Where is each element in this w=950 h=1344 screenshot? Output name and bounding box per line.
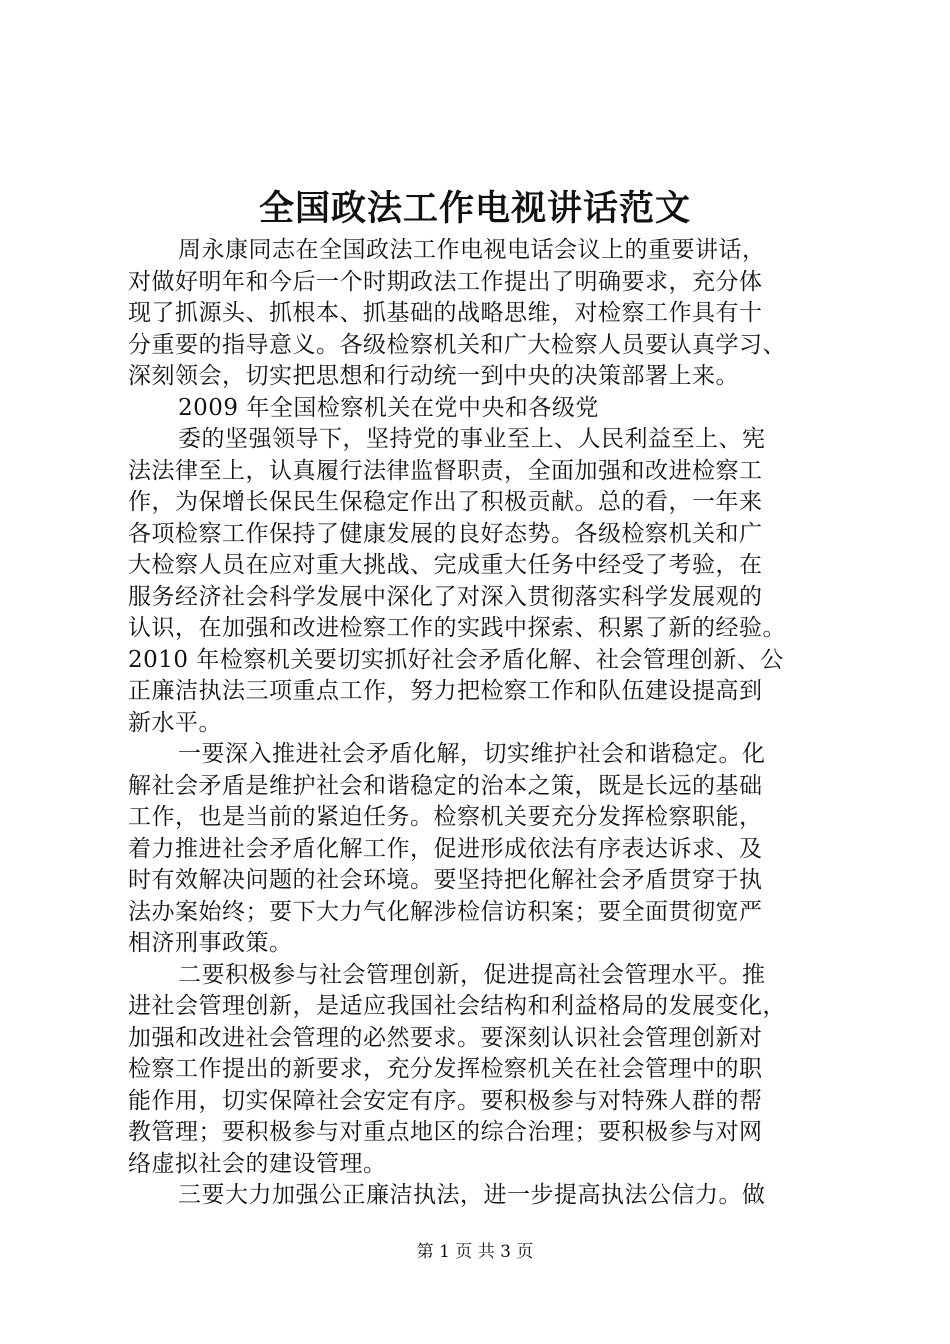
text-line: 解社会矛盾是维护社会和谐稳定的治本之策，既是长远的基础 xyxy=(128,772,763,799)
text-line: 检察工作提出的新要求，充分发挥检察机关在社会管理中的职 xyxy=(128,1056,763,1082)
text-line: 络虚拟社会的建设管理。 xyxy=(128,1150,387,1177)
text-line: 周永康同志在全国政法工作电视电话会议上的重要讲话， xyxy=(178,237,766,263)
text-line: 着力推进社会矛盾化解工作，促进形成依法有序表达诉求、及 xyxy=(128,835,763,862)
text-line: 一要深入推进社会矛盾化解，切实维护社会和谐稳定。化 xyxy=(178,741,766,767)
text-line: 2010 年检察机关要切实抓好社会矛盾化解、社会管理创新、公 xyxy=(128,646,784,673)
text-line: 工作，也是当前的紧迫任务。检察机关要充分发挥检察职能， xyxy=(128,804,763,830)
text-line: 新水平。 xyxy=(128,709,222,736)
text-line: 委的坚强领导下，坚持党的事业至上、人民利益至上、宪 xyxy=(178,426,766,452)
text-line: 作，为保增长保民生保稳定作出了积极贡献。总的看，一年来 xyxy=(128,489,763,515)
text-line: 能作用，切实保障社会安定有序。要积极参与对特殊人群的帮 xyxy=(128,1087,763,1114)
text-line: 对做好明年和今后一个时期政法工作提出了明确要求，充分体 xyxy=(128,268,763,295)
text-line: 大检察人员在应对重大挑战、完成重大任务中经受了考验，在 xyxy=(128,552,763,578)
text-line: 分重要的指导意义。各级检察机关和广大检察人员要认真学习、 xyxy=(128,331,786,358)
text-line: 认识，在加强和改进检察工作的实践中探索、积累了新的经验。 xyxy=(128,615,786,641)
text-line: 2009 年全国检察机关在党中央和各级党 xyxy=(178,394,599,421)
text-line: 深刻领会，切实把思想和行动统一到中央的决策部署上来。 xyxy=(128,363,739,389)
text-line: 进社会管理创新，是适应我国社会结构和利益格局的发展变化， xyxy=(128,993,786,1019)
text-line: 加强和改进社会管理的必然要求。要深刻认识社会管理创新对 xyxy=(128,1024,763,1051)
text-line: 教管理；要积极参与对重点地区的综合治理；要积极参与对网 xyxy=(128,1119,763,1145)
text-line: 正廉洁执法三项重点工作，努力把检察工作和队伍建设提高到 xyxy=(128,678,763,704)
text-line: 各项检察工作保持了健康发展的良好态势。各级检察机关和广 xyxy=(128,520,763,547)
text-line: 三要大力加强公正廉洁执法，进一步提高执法公信力。做 xyxy=(178,1182,766,1208)
document-body xyxy=(128,235,833,1212)
text-line: 法办案始终；要下大力气化解涉检信访积案；要全面贯彻宽严 xyxy=(128,898,763,925)
page-title: 全国政法工作电视讲话范文 xyxy=(258,188,691,229)
page-footer: 第 1 页 共 3 页 xyxy=(416,1242,534,1262)
text-line: 时有效解决问题的社会环境。要坚持把化解社会矛盾贯穿于执 xyxy=(128,867,763,893)
text-line: 服务经济社会科学发展中深化了对深入贯彻落实科学发展观的 xyxy=(128,583,763,610)
text-line: 相济刑事政策。 xyxy=(128,930,293,956)
text-line: 法法律至上，认真履行法律监督职责，全面加强和改进检察工 xyxy=(128,457,763,484)
text-line: 二要积极参与社会管理创新，促进提高社会管理水平。推 xyxy=(178,961,766,988)
text-line: 现了抓源头、抓根本、抓基础的战略思维，对检察工作具有十 xyxy=(128,300,763,326)
